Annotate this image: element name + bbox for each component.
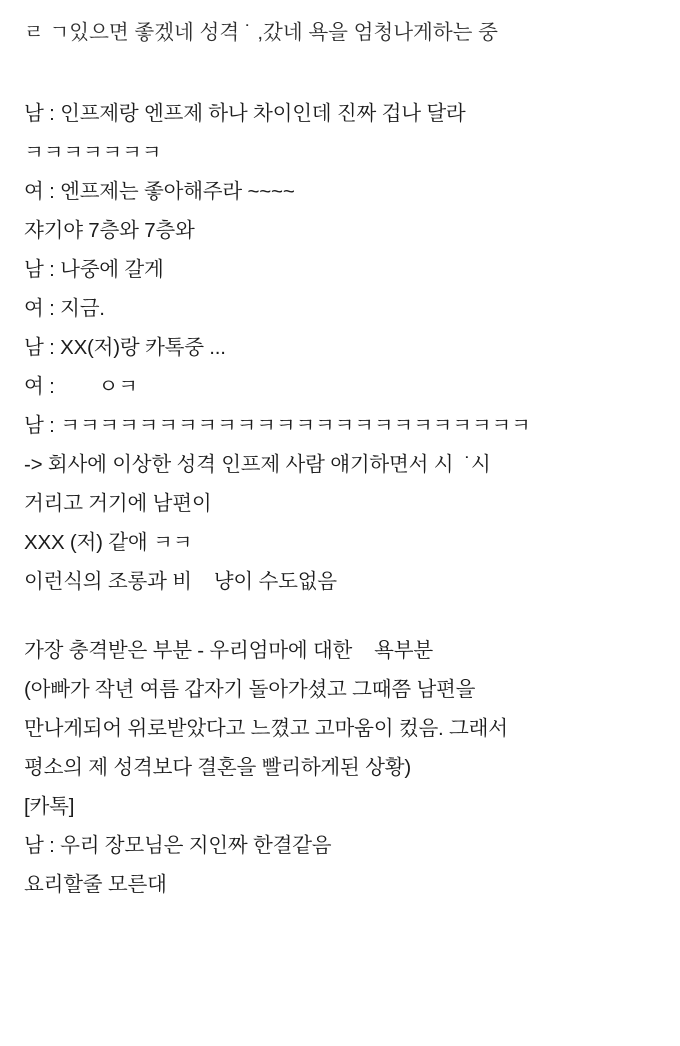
- text-block-2: [24, 631, 656, 904]
- text-line: 쟈기야 7층와 7층와: [24, 219, 195, 242]
- text-line: 남 : 나중에 갈게: [24, 258, 164, 281]
- text-line: 만나게되어 위로받았다고 느꼈고 고마움이 컸음. 그래서: [24, 717, 508, 740]
- text-line: -> 회사에 이상한 성격 인프제 사람 얘기하면서 시 ˙시: [24, 453, 491, 476]
- text-line: 남 : 우리 장모님은 지인짜 한결같음: [24, 834, 332, 857]
- text-line: (아빠가 작년 여름 갑자기 돌아가셨고 그때쯤 남편을: [24, 678, 476, 701]
- text-line: 여 : 지금.: [24, 297, 105, 320]
- spacer-after-top: [24, 48, 656, 94]
- text-line: ㅋㅋㅋㅋㅋㅋㅋ: [24, 141, 162, 164]
- spacer-between-blocks: [24, 601, 656, 631]
- text-line: [카톡]: [24, 795, 75, 818]
- top-partial-text: ㄹ ㄱ있으면 좋겠네 성격 ˙ ,갔네 욕을 엄청나게하는 중: [24, 21, 498, 44]
- text-line: 평소의 제 성격보다 결혼을 빨리하게된 상황): [24, 756, 411, 779]
- text-line: 거리고 거기에 남편이: [24, 492, 212, 515]
- text-block-1: [24, 94, 656, 601]
- text-line: 요리할줄 모른대: [24, 873, 167, 896]
- text-line: 가장 충격받은 부분 - 우리엄마에 대한 욕부분: [24, 639, 433, 662]
- text-line: 남 : 인프제랑 엔프제 하나 차이인데 진짜 겁나 달라: [24, 102, 466, 125]
- text-line: 여 : ㅇㅋ: [24, 375, 138, 398]
- text-line: 남 : XX(저)랑 카톡중 ...: [24, 336, 226, 359]
- text-line: 이런식의 조롱과 비 냥이 수도없음: [24, 570, 337, 593]
- text-line: XXX (저) 같애 ㅋㅋ: [24, 531, 193, 554]
- text-line: 남 : ㅋㅋㅋㅋㅋㅋㅋㅋㅋㅋㅋㅋㅋㅋㅋㅋㅋㅋㅋㅋㅋㅋㅋㅋ: [24, 414, 531, 437]
- text-line: 여 : 엔프제는 좋아해주라 ~~~~: [24, 180, 295, 203]
